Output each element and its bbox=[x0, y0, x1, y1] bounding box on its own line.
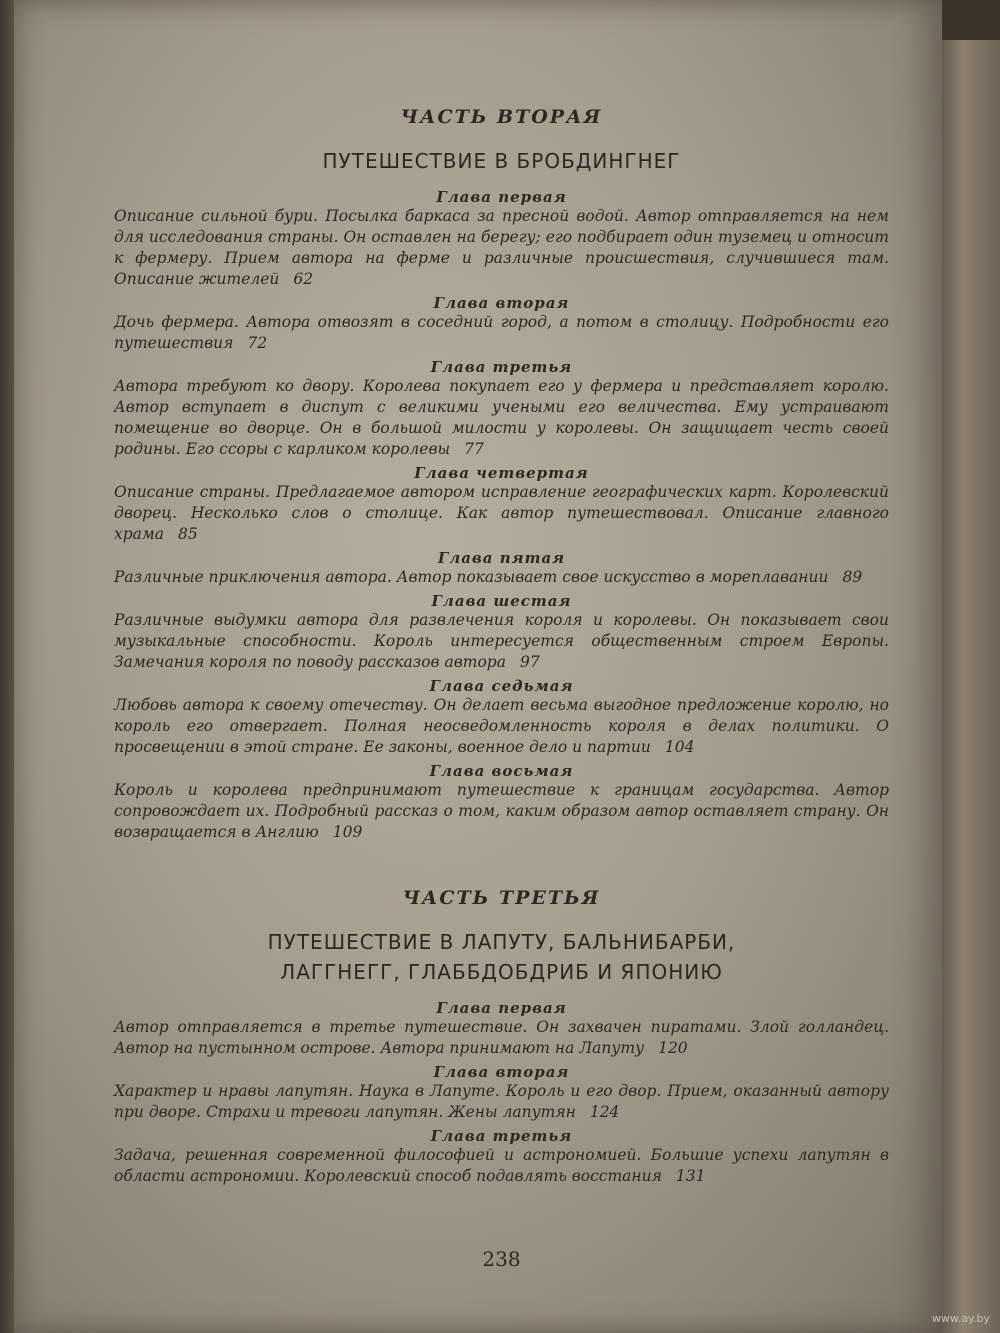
chapter-heading: Глава пятая bbox=[437, 549, 566, 567]
section-gap bbox=[114, 845, 889, 881]
part-two-title: ПУТЕШЕСТВИЕ В БРОБДИНГНЕГ bbox=[322, 149, 681, 173]
page-number: 238 bbox=[482, 1247, 521, 1271]
chapter-summary: Описание сильной бури. Посылка баркаса за пресной водой. Автор отправляется на нем для исследования страны. Он оставлен на берегу; его подбирает один туземец и относит к фермеру. Прием автора на ферме и различные происшествия, случившиеся там. Описание жителей 62 bbox=[114, 207, 889, 288]
chapter-page: 89 bbox=[842, 568, 863, 586]
chapter-heading: Глава шестая bbox=[431, 592, 572, 610]
book-page bbox=[14, 0, 942, 1333]
part-three-title-line1: ПУТЕШЕСТВИЕ В ЛАПУТУ, БАЛЬНИБАРБИ, bbox=[267, 930, 736, 954]
chapter-heading: Глава первая bbox=[436, 999, 567, 1017]
chapter-page: 77 bbox=[464, 440, 484, 458]
chapter-summary: Характер и нравы лапутян. Наука в Лапуте. Король и его двор. Прием, оказанный автору при дворе. Страхи и тревоги лапутян. Жены лапутян 124 bbox=[114, 1082, 889, 1121]
chapter-page: 131 bbox=[675, 1167, 706, 1185]
chapter-page: 104 bbox=[664, 738, 695, 756]
part-three-title-line2: ЛАГГНЕГГ, ГЛАББДОБДРИБ И ЯПОНИЮ bbox=[280, 960, 723, 984]
chapter-page: 62 bbox=[293, 270, 314, 288]
chapter-summary: Задача, решенная современной философией и астрономией. Большие успехи лапутян в области астрономии. Королевский способ подавлять восстания 131 bbox=[114, 1146, 889, 1185]
chapter-heading: Глава вторая bbox=[433, 294, 570, 312]
chapter-heading: Глава седьмая bbox=[429, 677, 574, 695]
table-of-contents bbox=[114, 100, 889, 1271]
chapter-page: 109 bbox=[332, 823, 363, 841]
chapter-page: 85 bbox=[178, 525, 198, 543]
chapter-heading: Глава четвертая bbox=[414, 464, 589, 482]
chapter-summary: Автор отправляется в третье путешествие. Он захвачен пиратами. Злой голландец. Автор на пустынном острове. Автора принимают на Лапуту 120 bbox=[114, 1018, 889, 1057]
chapter-heading: Глава вторая bbox=[433, 1063, 570, 1081]
chapter-summary: Описание страны. Предлагаемое автором исправление географических карт. Королевский дворец. Несколько слов о столице. Как автор путешествовал. Описание главного храма 85 bbox=[114, 483, 889, 543]
watermark: www.ay.by bbox=[931, 1312, 990, 1325]
part-three-title bbox=[114, 927, 889, 987]
chapter-summary: Различные выдумки автора для развлечения короля и королевы. Он показывает свои музыкальные способности. Король интересуется общественным строем Европы. Замечания короля по поводу рассказов автора 97 bbox=[114, 611, 889, 671]
chapter-heading: Глава первая bbox=[436, 188, 567, 206]
book-cover-edge bbox=[938, 0, 1000, 1333]
book-left-edge bbox=[0, 0, 14, 1333]
chapter-page: 97 bbox=[519, 653, 540, 671]
chapter-heading: Глава третья bbox=[430, 1127, 573, 1145]
part-two-label: ЧАСТЬ ВТОРАЯ bbox=[400, 106, 603, 128]
chapter-summary: Автора требуют ко двору. Королева покупает его у фермера и представляет королю. Автор вступает в диспут с великими учеными его величества. Ему устраивают помещение во дворце. Он в большой милости у королевы. Он защищает честь своей родины. Его ссоры с карликом королевы 77 bbox=[114, 377, 889, 458]
part-three-label: ЧАСТЬ ТРЕТЬЯ bbox=[402, 887, 601, 909]
chapter-page: 72 bbox=[247, 334, 268, 352]
chapter-summary: Король и королева предпринимают путешествие к границам государства. Автор сопровождает их. Подробный рассказ о том, каким образом автор оставляет страну. Он возвращается в Англию 109 bbox=[114, 781, 889, 841]
chapter-page: 120 bbox=[658, 1039, 688, 1057]
chapter-page: 124 bbox=[589, 1103, 620, 1121]
chapter-heading: Глава третья bbox=[430, 358, 573, 376]
chapter-summary: Различные приключения автора. Автор показывает свое искусство в мореплавании 89 bbox=[114, 568, 863, 586]
chapter-summary: Любовь автора к своему отечеству. Он делает весьма выгодное предложение королю, но король его отвергает. Полная неосведомленность короля в делах политики. О просвещении в этой стране. Ее законы, военное дело и партии 104 bbox=[114, 696, 889, 756]
chapter-summary: Дочь фермера. Автора отвозят в соседний город, а потом в столицу. Подробности его путешествия 72 bbox=[114, 313, 889, 352]
chapter-heading: Глава восьмая bbox=[429, 762, 574, 780]
